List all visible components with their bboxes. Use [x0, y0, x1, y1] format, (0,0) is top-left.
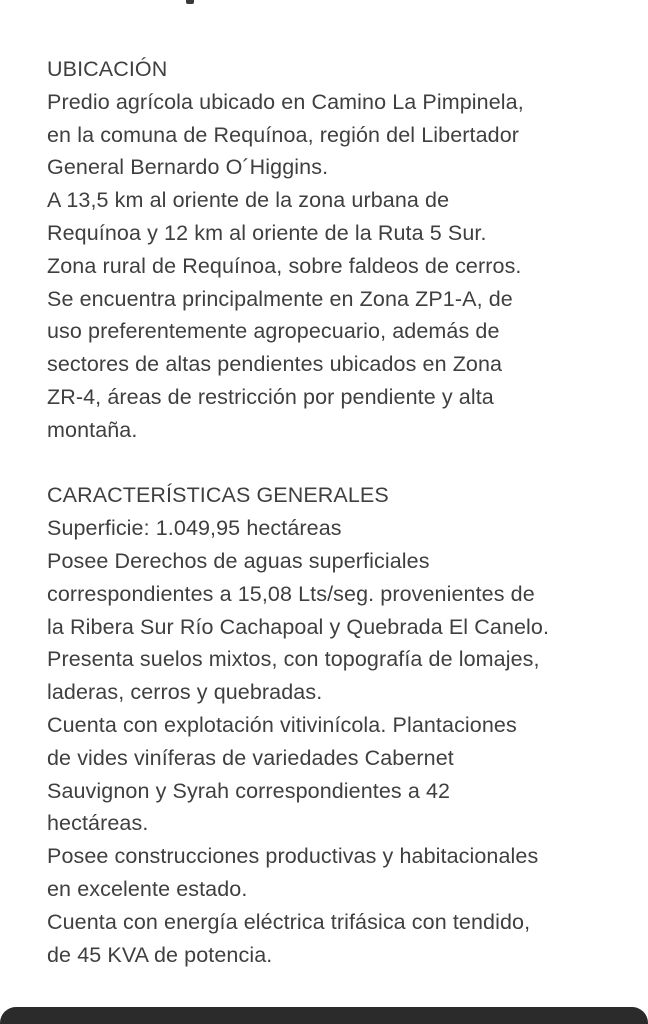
ubicacion-line: ZR-4, áreas de restricción por pendiente y alta	[47, 384, 494, 409]
caracteristicas-line: en excelente estado.	[47, 876, 248, 901]
caracteristicas-line: Superficie: 1.049,95 hectáreas	[47, 516, 342, 541]
ubicacion-line: Se encuentra principalmente en Zona ZP1-A, de	[47, 286, 513, 311]
caracteristicas-line: correspondientes a 15,08 Lts/seg. provenientes de	[47, 581, 535, 606]
section-spacer	[47, 447, 627, 480]
section-heading-ubicacion: UBICACIÓN	[47, 57, 168, 81]
ubicacion-line: General Bernardo O´Higgins.	[47, 155, 329, 180]
caracteristicas-line: la Ribera Sur Río Cachapoal y Quebrada El Canelo.	[47, 614, 550, 639]
caracteristicas-line: de vides viníferas de variedades Cabernet	[47, 745, 454, 770]
ubicacion-line: montaña.	[47, 417, 138, 442]
caracteristicas-line: Posee Derechos de aguas superficiales	[47, 548, 430, 573]
caracteristicas-line: de 45 KVA de potencia.	[47, 942, 273, 967]
property-description	[47, 53, 627, 971]
caracteristicas-line: Posee construcciones productivas y habitacionales	[47, 844, 539, 869]
caracteristicas-line: hectáreas.	[47, 811, 149, 836]
ubicacion-line: Requínoa y 12 km al oriente de la Ruta 5 Sur.	[47, 220, 487, 245]
ubicacion-line: sectores de altas pendientes ubicados en Zona	[47, 352, 503, 377]
caracteristicas-line: laderas, cerros y quebradas.	[47, 680, 323, 705]
caracteristicas-line: Cuenta con energía eléctrica trifásica con tendido,	[47, 909, 531, 934]
bottom-bar	[0, 1007, 648, 1024]
ubicacion-line: uso preferentemente agropecuario, además de	[47, 319, 500, 344]
caracteristicas-line: Cuenta con explotación vitivinícola. Plantaciones	[47, 712, 517, 737]
ubicacion-line: A 13,5 km al oriente de la zona urbana de	[47, 188, 450, 213]
ubicacion-line: Zona rural de Requínoa, sobre faldeos de cerros.	[47, 253, 522, 278]
caracteristicas-line: Presenta suelos mixtos, con topografía de lomajes,	[47, 647, 540, 672]
ubicacion-line: Predio agrícola ubicado en Camino La Pimpinela,	[47, 89, 524, 114]
cut-off-heading-fragment	[186, 0, 194, 4]
section-heading-caracteristicas: CARACTERÍSTICAS GENERALES	[47, 483, 389, 508]
ubicacion-line: en la comuna de Requínoa, región del Libertador	[47, 122, 520, 147]
caracteristicas-line: Sauvignon y Syrah correspondientes a 42	[47, 778, 451, 803]
